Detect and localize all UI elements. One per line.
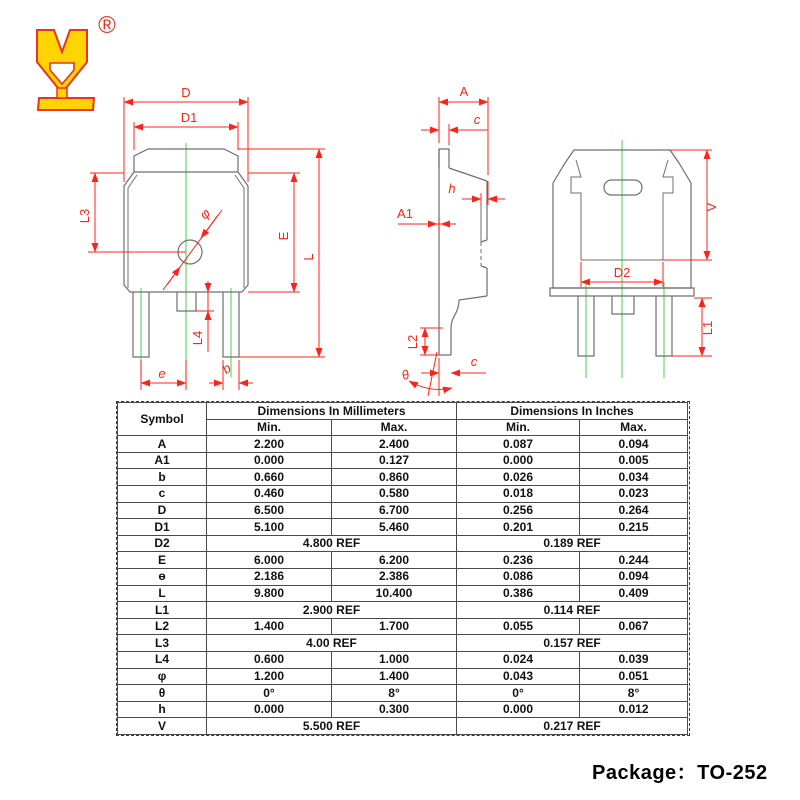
dim-label-A1: A1 bbox=[397, 206, 413, 221]
table-cell: θ bbox=[118, 685, 207, 702]
dim-label-L2: L2 bbox=[405, 334, 420, 350]
back-oval-slot bbox=[604, 180, 642, 195]
table-cell: 6.200 bbox=[332, 552, 457, 569]
side-lead bbox=[439, 296, 487, 355]
table-cell: 0.215 bbox=[580, 519, 688, 536]
symbol-column-header: Symbol bbox=[118, 403, 207, 436]
table-cell: E bbox=[118, 552, 207, 569]
table-cell: 6.500 bbox=[207, 502, 332, 519]
table-cell: 5.460 bbox=[332, 519, 457, 536]
table-row bbox=[118, 585, 688, 602]
table-cell: L4 bbox=[118, 651, 207, 668]
mm-min-header: Min. bbox=[207, 419, 332, 436]
table-cell: 0.023 bbox=[580, 485, 688, 502]
table-row bbox=[118, 452, 688, 469]
table-row bbox=[118, 602, 688, 619]
table-cell: 0.055 bbox=[457, 618, 580, 635]
table-cell: D1 bbox=[118, 519, 207, 536]
table-cell: 0.043 bbox=[457, 668, 580, 685]
table-row bbox=[118, 502, 688, 519]
table-cell: 4.00 REF bbox=[207, 635, 457, 652]
dim-label-h: h bbox=[448, 181, 456, 196]
table-cell: D bbox=[118, 502, 207, 519]
dim-ext-lines-side bbox=[420, 97, 488, 396]
dim-label-L: L bbox=[301, 253, 316, 261]
front-view bbox=[77, 85, 325, 390]
table-cell: 0.114 REF bbox=[457, 602, 688, 619]
table-cell: A1 bbox=[118, 452, 207, 469]
dim-label-phi: φ bbox=[196, 205, 214, 223]
dim-label-L1: L1 bbox=[700, 320, 715, 336]
table-cell: 0.600 bbox=[207, 651, 332, 668]
table-row bbox=[118, 485, 688, 502]
table-cell: 0.217 REF bbox=[457, 718, 688, 735]
table-cell: 0.000 bbox=[207, 701, 332, 718]
table-cell: 6.700 bbox=[332, 502, 457, 519]
back-center-stub bbox=[612, 296, 634, 314]
table-cell: φ bbox=[118, 668, 207, 685]
table-cell: 0° bbox=[457, 685, 580, 702]
table-cell: V bbox=[118, 718, 207, 735]
in-max-header: Max. bbox=[580, 419, 688, 436]
table-row bbox=[118, 651, 688, 668]
dim-label-L3: L3 bbox=[77, 208, 92, 224]
dimension-table bbox=[117, 402, 688, 735]
table-cell: 0.094 bbox=[580, 436, 688, 453]
table-cell: 0.860 bbox=[332, 469, 457, 486]
table-cell: 0° bbox=[207, 685, 332, 702]
table-cell: 0.157 REF bbox=[457, 635, 688, 652]
table-cell: 0.094 bbox=[580, 568, 688, 585]
table-row bbox=[118, 535, 688, 552]
dim-label-E: E bbox=[276, 231, 291, 241]
dim-label-D1: D1 bbox=[180, 110, 198, 125]
in-min-header: Min. bbox=[457, 419, 580, 436]
table-row bbox=[118, 701, 688, 718]
table-cell: 2.386 bbox=[332, 568, 457, 585]
table-cell: 0.409 bbox=[580, 585, 688, 602]
package-name-label: Package：TO-252 bbox=[592, 762, 768, 784]
table-cell: 0.244 bbox=[580, 552, 688, 569]
table-row bbox=[118, 618, 688, 635]
table-cell: 0.256 bbox=[457, 502, 580, 519]
dim-label-L4: L4 bbox=[190, 330, 205, 346]
table-cell: L3 bbox=[118, 635, 207, 652]
table-cell: 5.100 bbox=[207, 519, 332, 536]
table-cell: L2 bbox=[118, 618, 207, 635]
table-cell: 4.800 REF bbox=[207, 535, 457, 552]
table-cell: 0.024 bbox=[457, 651, 580, 668]
table-cell: 0.086 bbox=[457, 568, 580, 585]
inches-header: Dimensions In Inches bbox=[457, 403, 688, 420]
table-cell: 8° bbox=[332, 685, 457, 702]
table-cell: 1.700 bbox=[332, 618, 457, 635]
table-cell: D2 bbox=[118, 535, 207, 552]
table-cell: 6.000 bbox=[207, 552, 332, 569]
table-cell: 0.034 bbox=[580, 469, 688, 486]
table-cell: 0.127 bbox=[332, 452, 457, 469]
table-cell: 1.400 bbox=[332, 668, 457, 685]
table-row bbox=[118, 685, 688, 702]
millimeters-header: Dimensions In Millimeters bbox=[207, 403, 457, 420]
side-right-face bbox=[481, 181, 487, 296]
dim-label-e: e bbox=[158, 366, 166, 381]
table-row bbox=[118, 668, 688, 685]
table-row bbox=[118, 635, 688, 652]
table-cell: L1 bbox=[118, 602, 207, 619]
table-cell: 0.000 bbox=[207, 452, 332, 469]
dim-label-V: V bbox=[704, 202, 719, 212]
table-cell: h bbox=[118, 701, 207, 718]
table-header-row-units bbox=[118, 403, 688, 420]
table-cell: 10.400 bbox=[332, 585, 457, 602]
table-row bbox=[118, 519, 688, 536]
dim-label-D: D bbox=[181, 85, 191, 100]
registered-trademark-icon: ® bbox=[98, 12, 116, 39]
table-cell: L bbox=[118, 585, 207, 602]
dimension-table-wrapper bbox=[116, 401, 690, 736]
table-cell: 0.026 bbox=[457, 469, 580, 486]
table-cell: 0.039 bbox=[580, 651, 688, 668]
table-cell: 0.018 bbox=[457, 485, 580, 502]
dim-label-A: A bbox=[459, 84, 469, 99]
table-cell: b bbox=[118, 469, 207, 486]
table-cell: 0.051 bbox=[580, 668, 688, 685]
table-cell: 1.400 bbox=[207, 618, 332, 635]
table-cell: 9.800 bbox=[207, 585, 332, 602]
brand-logo bbox=[37, 12, 116, 110]
logo-stem bbox=[57, 88, 67, 98]
table-cell: A bbox=[118, 436, 207, 453]
table-cell: 1.000 bbox=[332, 651, 457, 668]
table-cell: ɵ bbox=[118, 568, 207, 585]
table-cell: 0.236 bbox=[457, 552, 580, 569]
table-cell: 0.660 bbox=[207, 469, 332, 486]
table-cell: 2.186 bbox=[207, 568, 332, 585]
table-row bbox=[118, 436, 688, 453]
table-cell: 0.580 bbox=[332, 485, 457, 502]
back-view bbox=[550, 140, 719, 378]
mm-max-header: Max. bbox=[332, 419, 457, 436]
table-cell: 8° bbox=[580, 685, 688, 702]
table-cell: 0.005 bbox=[580, 452, 688, 469]
table-cell: 5.500 REF bbox=[207, 718, 457, 735]
logo-base-bar bbox=[38, 98, 94, 110]
table-cell: 2.200 bbox=[207, 436, 332, 453]
dim-label-c-bottom: c bbox=[470, 354, 478, 369]
dim-label-theta: θ bbox=[399, 366, 412, 384]
side-tab bbox=[439, 149, 449, 168]
dim-label-c-top: c bbox=[473, 112, 481, 127]
table-cell: 0.067 bbox=[580, 618, 688, 635]
table-cell: 0.189 REF bbox=[457, 535, 688, 552]
table-cell: 0.300 bbox=[332, 701, 457, 718]
table-cell: 0.460 bbox=[207, 485, 332, 502]
table-cell: 0.000 bbox=[457, 452, 580, 469]
table-cell: 1.200 bbox=[207, 668, 332, 685]
table-cell: 2.400 bbox=[332, 436, 457, 453]
table-cell: c bbox=[118, 485, 207, 502]
table-cell: 0.264 bbox=[580, 502, 688, 519]
table-row bbox=[118, 469, 688, 486]
table-row bbox=[118, 718, 688, 735]
table-cell: 0.087 bbox=[457, 436, 580, 453]
side-view bbox=[397, 84, 505, 396]
table-row bbox=[118, 552, 688, 569]
table-cell: 2.900 REF bbox=[207, 602, 457, 619]
table-row bbox=[118, 568, 688, 585]
table-cell: 0.386 bbox=[457, 585, 580, 602]
table-cell: 0.201 bbox=[457, 519, 580, 536]
dim-label-D2: D2 bbox=[613, 265, 631, 280]
table-cell: 0.000 bbox=[457, 701, 580, 718]
table-cell: 0.012 bbox=[580, 701, 688, 718]
dim-ext-lines-back bbox=[581, 150, 712, 356]
dim-label-b: b bbox=[219, 360, 234, 377]
side-shoulder bbox=[449, 168, 487, 181]
dim-arrow-phi-lower bbox=[167, 267, 180, 285]
